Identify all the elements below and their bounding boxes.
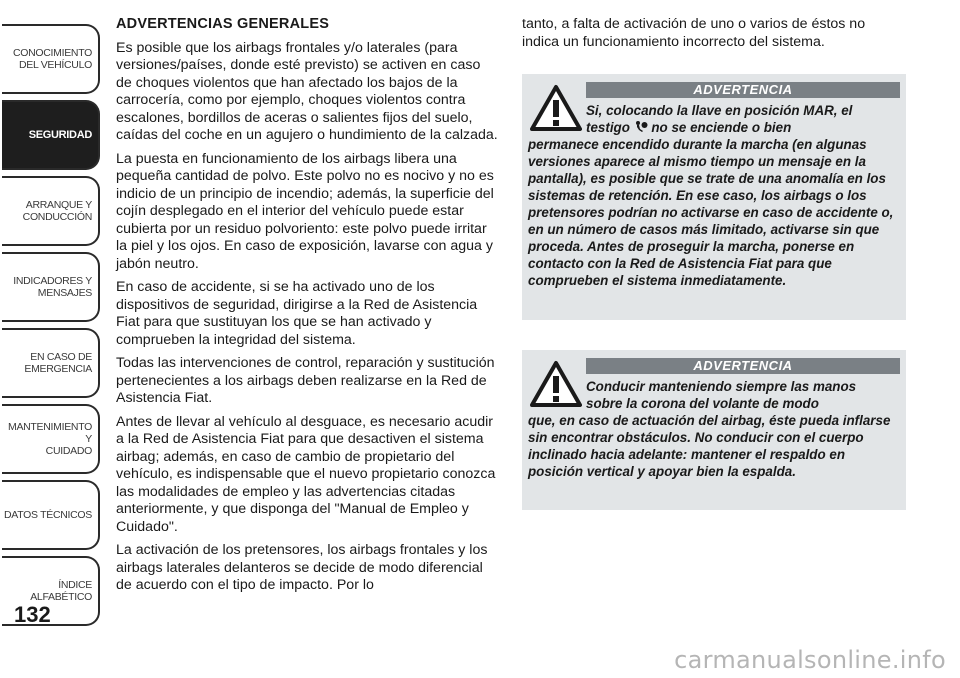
right-text-column [522, 16, 906, 51]
paragraph: Todas las intervenciones de control, reparación y sustitución pertenecientes a los airbags deben realizarse en la Red de Asistencia Fiat. [116, 355, 495, 406]
warning-title: ADVERTENCIA [586, 358, 900, 374]
warning-triangle-icon [530, 360, 582, 408]
warning-text [528, 378, 900, 480]
warning-body-text: permanece encendido durante la marcha (en algunas versiones aparece al mismo tiempo un mensaje en la pantalla), es posible que se trate de una anomalía en los sistemas de retención. En ese caso, los airbags o los pretensores podrían no activarse en caso de accidente o, en un número de casos más limitado, activarse sin que proceda. Antes de proseguir la marcha, ponerse en contacto con la Red de Asistencia Fiat para que comprueben el sistema inmediatamente. [528, 137, 894, 288]
tab-datos-tecnicos[interactable]: DATOS TÉCNICOS [2, 480, 100, 550]
warning-intro-line: Conducir manteniendo siempre las manos [586, 379, 857, 394]
paragraph-continuation: tanto, a falta de activación de uno o varios de éstos no indica un funcionamiento incorrecto del sistema. [522, 16, 866, 50]
watermark: carmanualsonline.info [674, 646, 946, 674]
paragraph: En caso de accidente, si se ha activado uno de los dispositivos de seguridad, dirigirse a la Red de Asistencia Fiat para que sustituyan los que se han activado y comprueben la integridad del sistema. [116, 279, 478, 348]
tab-arranque[interactable]: ARRANQUE Y CONDUCCIÓN [2, 176, 100, 246]
tab-indice[interactable]: ÍNDICE ALFABÉTICO [2, 556, 100, 626]
warning-intro-line [528, 119, 900, 136]
warning-intro-line: Si, colocando la llave en posición MAR, el [586, 103, 853, 118]
warning-box-2 [522, 350, 906, 510]
tab-indicadores[interactable]: INDICADORES Y MENSAJES [2, 252, 100, 322]
chapter-sidebar [0, 0, 100, 640]
section-heading: ADVERTENCIAS GENERALES [116, 16, 330, 32]
warning-text [528, 102, 900, 289]
airbag-warning-light-icon [634, 120, 648, 134]
paragraph: Es posible que los airbags frontales y/o laterales (para versiones/países, donde esté previsto) se activen en caso de choques violentos que han afectado los bajos de la carrocería, como por ejemplo, choques violentos contra escalones, bordillos de aceras o salientes fijos del suelo, caídas del coche en un agujero o hundimiento de la calzada. [116, 39, 498, 143]
warning-body-text: que, en caso de actuación del airbag, éste pueda inflarse sin encontrar obstáculos. No conducir con el cuerpo inclinado hacia adelante: mantener el respaldo en posición vertical y apoyar bien la espalda. [528, 413, 891, 479]
warning-intro-post: no se enciende o bien [651, 120, 792, 135]
paragraph: La puesta en funcionamiento de los airbags libera una pequeña cantidad de polvo. Este polvo no es nocivo y no es indicio de un principio de incendio; además, la superficie del cojín desplegado en el interior del vehículo puede estar cubierta por un residuo polvoriento: este polvo puede irritar la piel y los ojos. En caso de exposición, lavarse con agua y jabón neutro. [116, 150, 494, 272]
page-number: 132 [14, 602, 51, 627]
tab-mantenimiento[interactable]: MANTENIMIENTO Y CUIDADO [2, 404, 100, 474]
tab-conocimiento[interactable]: CONOCIMIENTO DEL VEHÍCULO [2, 24, 100, 94]
warning-title: ADVERTENCIA [586, 82, 900, 98]
tab-seguridad[interactable]: SEGURIDAD [2, 100, 100, 170]
tab-emergencia[interactable]: EN CASO DE EMERGENCIA [2, 328, 100, 398]
paragraph: Antes de llevar al vehículo al desguace, es necesario acudir a la Red de Asistencia Fiat para que desactiven el sistema airbag; además, en caso de cambio de propietario del vehículo, es indispensable que el nuevo propietario conozca las modalidades de empleo y las advertencias citadas anteriormente, y que disponga del "Manual de Empleo y Cuidado". [116, 413, 496, 535]
warning-intro-line: sobre la corona del volante de modo [586, 396, 819, 411]
paragraph: La activación de los pretensores, los airbags frontales y los airbags laterales delanteros se decide de modo diferencial de acuerdo con el tipo de impacto. Por lo [116, 542, 488, 593]
warning-triangle-icon [530, 84, 582, 132]
warning-intro-pre: testigo [586, 120, 630, 135]
left-text-column [116, 16, 498, 601]
warning-box-1 [522, 74, 906, 320]
